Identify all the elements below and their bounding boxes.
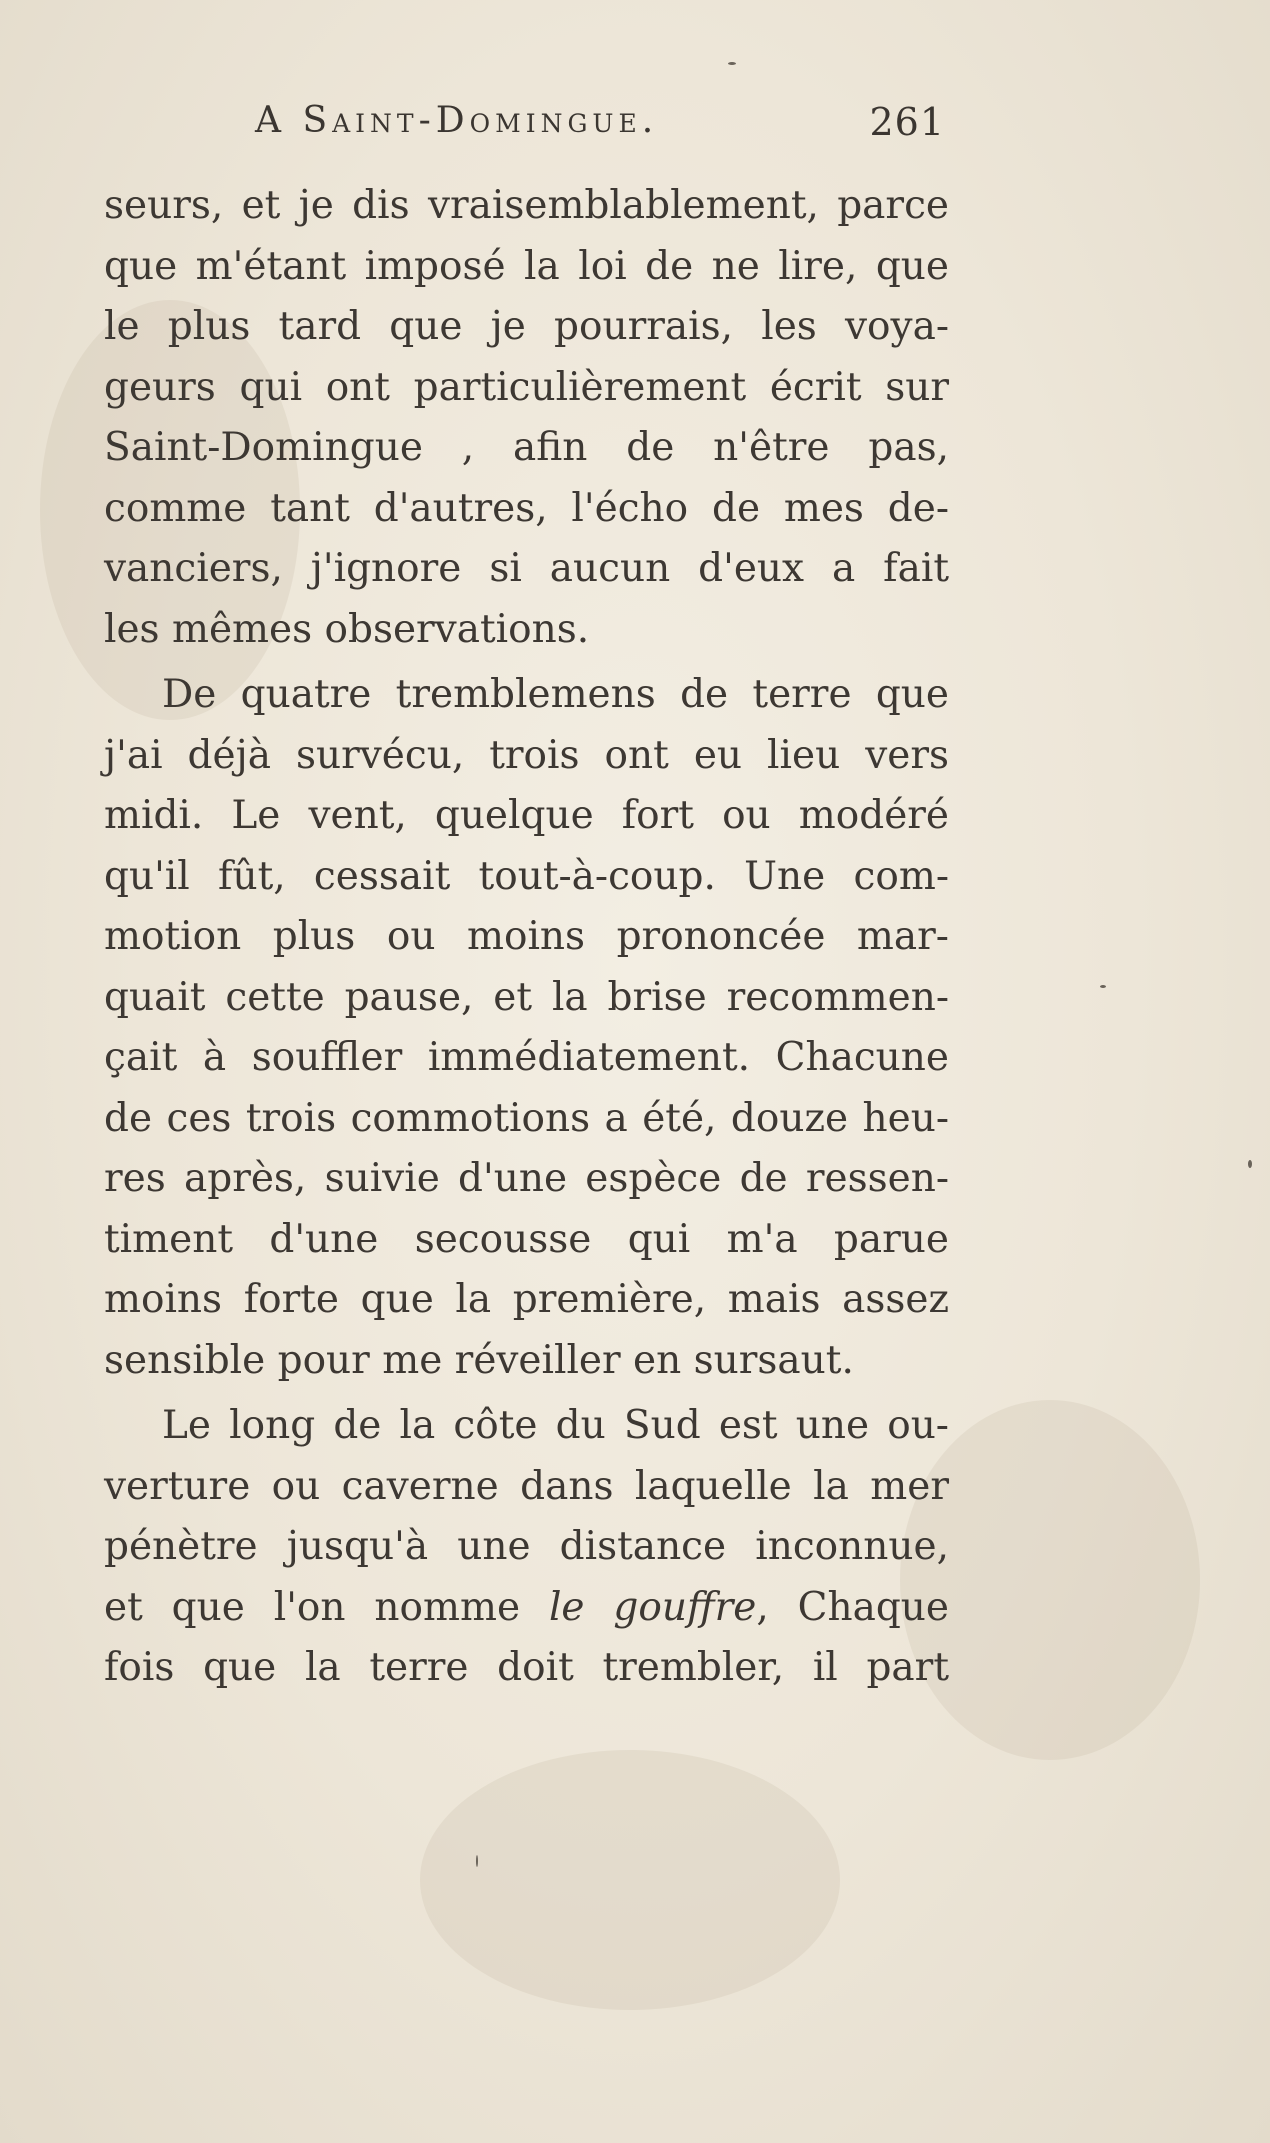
paper-speck xyxy=(1248,1160,1252,1168)
running-title: A Saint-Domingue. xyxy=(255,100,659,141)
text-line: fois que la terre doit trembler, il part xyxy=(104,1645,949,1690)
text-line: De quatre tremblemens de terre que xyxy=(162,672,949,717)
text-line-start: et que l'on nomme xyxy=(104,1584,549,1630)
page-number: 261 xyxy=(869,100,945,144)
text-line: res après, suivie d'une espèce de ressen- xyxy=(104,1156,949,1201)
text-line: le plus tard que je pourrais, les voya- xyxy=(104,304,949,349)
body-text xyxy=(104,176,949,1699)
text-line: pénètre jusqu'à une distance inconnue, xyxy=(104,1524,949,1569)
text-line: vanciers, j'ignore si aucun d'eux a fait xyxy=(104,546,949,591)
text-line: moins forte que la première, mais assez xyxy=(104,1277,949,1322)
italic-term: le gouffre xyxy=(548,1584,757,1630)
text-line: Le long de la côte du Sud est une ou- xyxy=(162,1403,949,1448)
text-line: quait cette pause, et la brise recommen- xyxy=(104,974,949,1020)
text-line xyxy=(104,1578,949,1639)
text-line: motion plus ou moins prononcée mar- xyxy=(104,914,949,959)
paper-stain xyxy=(420,1750,840,2010)
paper-speck xyxy=(728,62,736,65)
text-line: Saint-Domingue , afin de n'être pas, xyxy=(104,425,949,470)
text-line: timent d'une secousse qui m'a parue xyxy=(104,1216,949,1262)
text-line: de ces trois commotions a été, douze heu- xyxy=(104,1095,949,1141)
paragraph-1 xyxy=(104,176,949,660)
text-line: seurs, et je dis vraisemblablement, parce xyxy=(104,183,949,228)
text-line: midi. Le vent, quelque fort ou modéré xyxy=(104,793,949,838)
page-header xyxy=(255,100,945,160)
text-line: les mêmes observations. xyxy=(104,606,590,652)
paper-speck xyxy=(476,1855,478,1867)
text-line: sensible pour me réveiller en sursaut. xyxy=(104,1337,854,1383)
text-line: verture ou caverne dans laquelle la mer xyxy=(104,1463,949,1509)
text-line: çait à souffler immédiatement. Chacune xyxy=(104,1035,949,1080)
text-line: qu'il fût, cessait tout-à-coup. Une com- xyxy=(104,853,949,899)
paragraph-2 xyxy=(104,665,949,1391)
text-line: geurs qui ont particulièrement écrit sur xyxy=(104,364,949,410)
text-line: j'ai déjà survécu, trois ont eu lieu vers xyxy=(104,732,949,778)
paragraph-3 xyxy=(104,1396,949,1699)
text-line: que m'étant imposé la loi de ne lire, que xyxy=(104,243,949,289)
text-line: comme tant d'autres, l'écho de mes de- xyxy=(104,485,949,531)
text-line-end: , Chaque xyxy=(756,1584,949,1630)
paper-speck xyxy=(1100,985,1106,988)
